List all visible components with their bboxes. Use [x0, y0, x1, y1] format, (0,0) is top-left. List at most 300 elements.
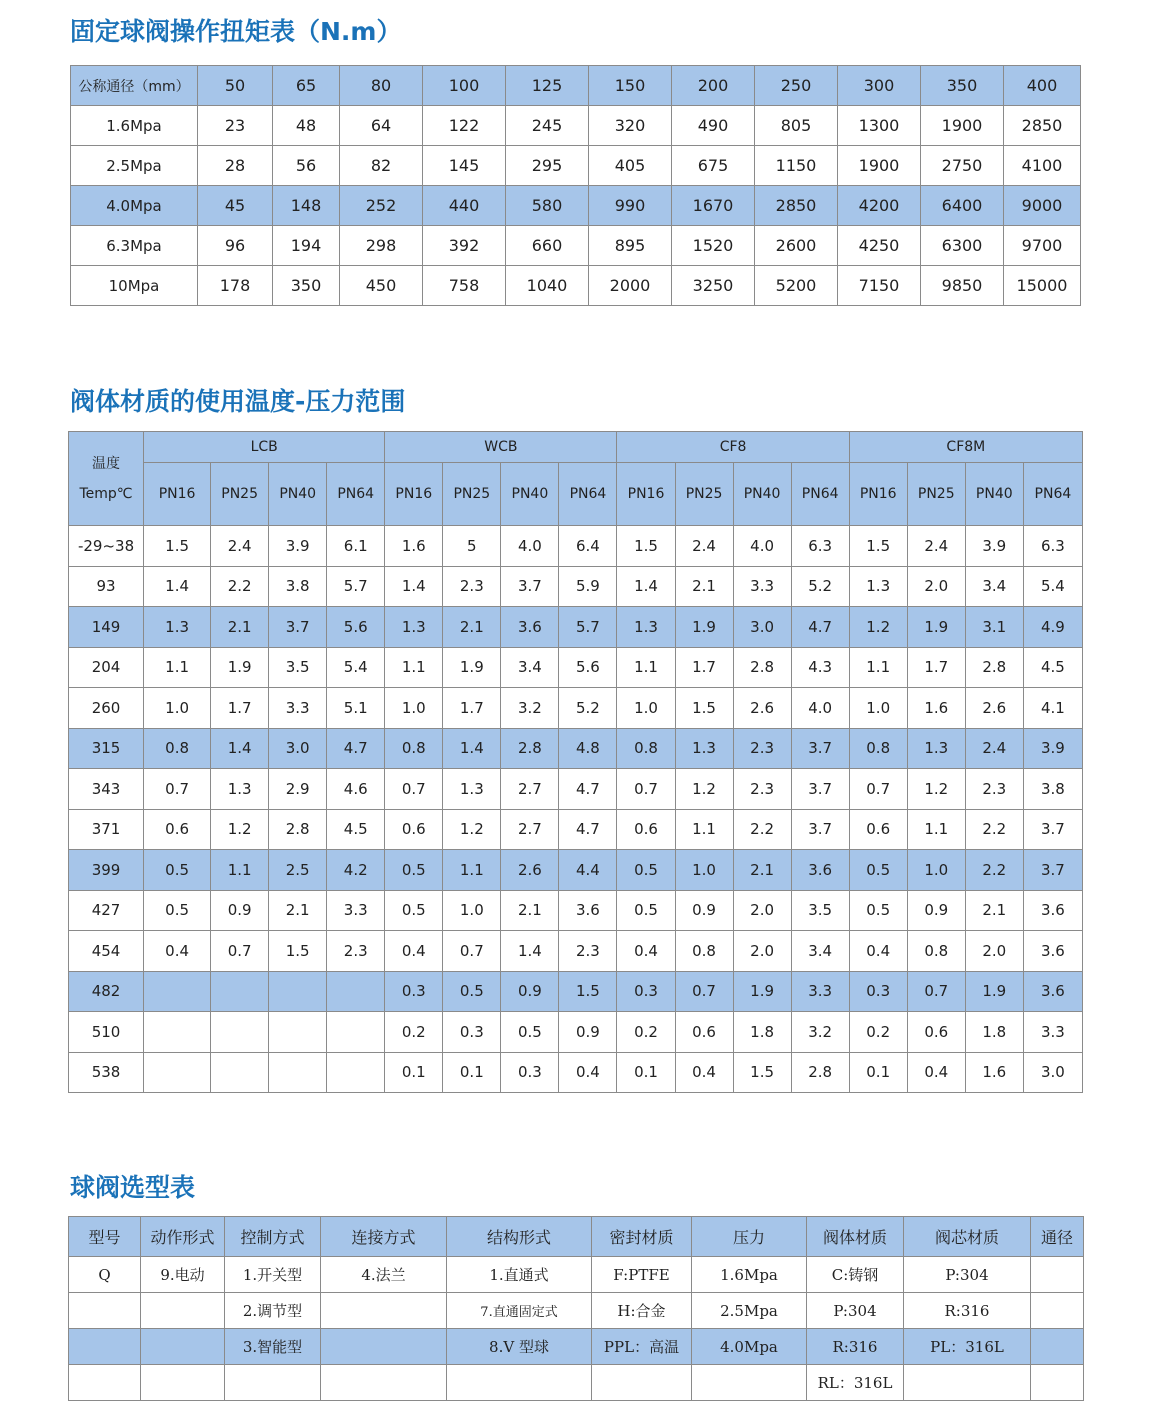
- torque-row: [71, 146, 1081, 186]
- pt-value-cell: 2.8: [965, 647, 1023, 688]
- torque-size-header: 250: [755, 66, 838, 106]
- pt-value-cell: 2.6: [501, 850, 559, 891]
- torque-value-cell: 805: [755, 106, 838, 146]
- pt-value-cell: 0.1: [385, 1052, 443, 1093]
- torque-value-cell: 440: [423, 186, 506, 226]
- pt-pn-header: PN64: [1023, 463, 1082, 526]
- pt-temperature-label: 482: [69, 971, 144, 1012]
- pressure-temperature-table: [68, 431, 1083, 1093]
- pt-value-cell: [327, 1052, 385, 1093]
- torque-value-cell: 1300: [838, 106, 921, 146]
- torque-size-header: 100: [423, 66, 506, 106]
- pt-value-cell: 0.8: [385, 728, 443, 769]
- selection-cell: [1031, 1365, 1084, 1401]
- selection-cell: 9.电动: [141, 1257, 225, 1293]
- pt-value-cell: 1.3: [617, 607, 675, 648]
- pt-value-cell: [144, 1052, 211, 1093]
- pt-value-cell: 0.3: [501, 1052, 559, 1093]
- torque-size-header: 400: [1004, 66, 1081, 106]
- pt-value-cell: 1.4: [385, 566, 443, 607]
- pt-pn-header: PN64: [559, 463, 617, 526]
- pt-row: [69, 931, 1083, 972]
- selection-cell: H:合金: [592, 1293, 692, 1329]
- torque-value-cell: 3250: [672, 266, 755, 306]
- torque-value-cell: 28: [198, 146, 273, 186]
- selection-cell: 4.0Mpa: [692, 1329, 807, 1365]
- selection-header: 压力: [692, 1217, 807, 1257]
- pt-value-cell: 0.5: [849, 850, 907, 891]
- pt-value-cell: 4.9: [1023, 607, 1082, 648]
- torque-value-cell: 580: [506, 186, 589, 226]
- torque-value-cell: 2000: [589, 266, 672, 306]
- pt-temperature-label: -29~38: [69, 526, 144, 567]
- selection-cell: F:PTFE: [592, 1257, 692, 1293]
- pt-value-cell: 2.3: [327, 931, 385, 972]
- pt-value-cell: 2.1: [675, 566, 733, 607]
- pt-value-cell: 4.0: [501, 526, 559, 567]
- pt-value-cell: 0.5: [144, 890, 211, 931]
- torque-size-header: 200: [672, 66, 755, 106]
- pt-pn-header: PN40: [501, 463, 559, 526]
- pt-value-cell: 2.1: [211, 607, 269, 648]
- pt-value-cell: 1.4: [211, 728, 269, 769]
- torque-value-cell: 490: [672, 106, 755, 146]
- torque-value-cell: 392: [423, 226, 506, 266]
- pt-row: [69, 850, 1083, 891]
- pt-value-cell: 1.8: [733, 1012, 791, 1053]
- pt-row: [69, 890, 1083, 931]
- selection-header: 通径: [1031, 1217, 1084, 1257]
- pt-value-cell: 1.7: [443, 688, 501, 729]
- torque-corner-label: 公称通径（mm）: [71, 66, 198, 106]
- pt-row: [69, 607, 1083, 648]
- pt-value-cell: 0.2: [617, 1012, 675, 1053]
- pt-value-cell: 1.3: [443, 769, 501, 810]
- pt-value-cell: 0.7: [907, 971, 965, 1012]
- selection-cell: 2.5Mpa: [692, 1293, 807, 1329]
- pt-value-cell: 3.3: [269, 688, 327, 729]
- pt-row: [69, 809, 1083, 850]
- torque-value-cell: 148: [273, 186, 340, 226]
- pt-value-cell: 3.5: [269, 647, 327, 688]
- pt-value-cell: 0.5: [385, 890, 443, 931]
- torque-value-cell: 6300: [921, 226, 1004, 266]
- pt-value-cell: 0.4: [617, 931, 675, 972]
- pt-value-cell: 5.7: [327, 566, 385, 607]
- pt-value-cell: 4.7: [327, 728, 385, 769]
- pt-value-cell: 2.0: [907, 566, 965, 607]
- torque-size-header: 350: [921, 66, 1004, 106]
- pt-pn-header: PN16: [617, 463, 675, 526]
- pt-value-cell: 1.0: [443, 890, 501, 931]
- torque-value-cell: 320: [589, 106, 672, 146]
- pt-value-cell: 0.8: [849, 728, 907, 769]
- pt-value-cell: 1.9: [965, 971, 1023, 1012]
- pt-value-cell: 2.5: [269, 850, 327, 891]
- selection-cell: 8.V 型球: [447, 1329, 592, 1365]
- torque-size-header: 150: [589, 66, 672, 106]
- torque-row: [71, 186, 1081, 226]
- pt-value-cell: 1.3: [385, 607, 443, 648]
- pt-value-cell: 0.4: [144, 931, 211, 972]
- selection-header: 阀芯材质: [904, 1217, 1031, 1257]
- pt-value-cell: 0.9: [559, 1012, 617, 1053]
- pt-value-cell: 1.1: [849, 647, 907, 688]
- selection-cell: [447, 1365, 592, 1401]
- pt-value-cell: 1.1: [907, 809, 965, 850]
- pt-value-cell: 1.5: [733, 1052, 791, 1093]
- pt-value-cell: 2.9: [269, 769, 327, 810]
- torque-value-cell: 9000: [1004, 186, 1081, 226]
- selection-header: 动作形式: [141, 1217, 225, 1257]
- pt-row: [69, 1012, 1083, 1053]
- pt-value-cell: 0.4: [675, 1052, 733, 1093]
- pt-temperature-label: 427: [69, 890, 144, 931]
- torque-value-cell: 2850: [755, 186, 838, 226]
- pt-value-cell: 1.2: [443, 809, 501, 850]
- pt-value-cell: 2.6: [965, 688, 1023, 729]
- pt-value-cell: 0.8: [617, 728, 675, 769]
- pt-value-cell: 5.6: [327, 607, 385, 648]
- torque-value-cell: 45: [198, 186, 273, 226]
- selection-cell: 3.智能型: [225, 1329, 321, 1365]
- pt-value-cell: 1.2: [675, 769, 733, 810]
- pt-value-cell: 2.2: [965, 809, 1023, 850]
- pt-value-cell: 0.5: [385, 850, 443, 891]
- pt-row: [69, 526, 1083, 567]
- torque-table: [70, 65, 1081, 306]
- pt-value-cell: 1.3: [144, 607, 211, 648]
- pt-material-header: CF8: [617, 432, 849, 463]
- pt-value-cell: 3.9: [965, 526, 1023, 567]
- selection-cell: [225, 1365, 321, 1401]
- torque-value-cell: 23: [198, 106, 273, 146]
- torque-size-header: 125: [506, 66, 589, 106]
- pt-value-cell: 3.4: [965, 566, 1023, 607]
- torque-value-cell: 178: [198, 266, 273, 306]
- pt-temperature-label: 204: [69, 647, 144, 688]
- pt-value-cell: [269, 1012, 327, 1053]
- pt-value-cell: 1.1: [385, 647, 443, 688]
- pt-value-cell: 0.5: [443, 971, 501, 1012]
- pt-value-cell: 0.7: [849, 769, 907, 810]
- pt-value-cell: 0.6: [675, 1012, 733, 1053]
- pt-value-cell: 0.7: [144, 769, 211, 810]
- pt-value-cell: 3.1: [965, 607, 1023, 648]
- pt-value-cell: 3.4: [791, 931, 849, 972]
- pt-value-cell: 1.9: [211, 647, 269, 688]
- selection-cell: P:304: [807, 1293, 904, 1329]
- torque-value-cell: 4250: [838, 226, 921, 266]
- torque-value-cell: 15000: [1004, 266, 1081, 306]
- selection-cell: 4.法兰: [321, 1257, 447, 1293]
- pt-value-cell: 3.3: [733, 566, 791, 607]
- pt-value-cell: 1.3: [675, 728, 733, 769]
- pt-value-cell: 2.0: [733, 931, 791, 972]
- pt-value-cell: 3.5: [791, 890, 849, 931]
- pt-value-cell: 3.3: [327, 890, 385, 931]
- torque-value-cell: 450: [340, 266, 423, 306]
- pt-value-cell: 3.6: [559, 890, 617, 931]
- pt-value-cell: 0.4: [907, 1052, 965, 1093]
- pt-value-cell: 0.1: [617, 1052, 675, 1093]
- torque-value-cell: 48: [273, 106, 340, 146]
- pt-value-cell: 2.4: [965, 728, 1023, 769]
- pt-pn-header: PN40: [965, 463, 1023, 526]
- selection-cell: [1031, 1329, 1084, 1365]
- torque-value-cell: 1040: [506, 266, 589, 306]
- torque-value-cell: 56: [273, 146, 340, 186]
- torque-pressure-label: 4.0Mpa: [71, 186, 198, 226]
- pt-temperature-label: 454: [69, 931, 144, 972]
- pt-value-cell: 0.7: [211, 931, 269, 972]
- pt-value-cell: 1.0: [617, 688, 675, 729]
- torque-value-cell: 145: [423, 146, 506, 186]
- pt-value-cell: 1.5: [849, 526, 907, 567]
- pt-temperature-label: 343: [69, 769, 144, 810]
- torque-value-cell: 194: [273, 226, 340, 266]
- pt-value-cell: 1.9: [675, 607, 733, 648]
- torque-value-cell: 1900: [921, 106, 1004, 146]
- pt-value-cell: 0.1: [849, 1052, 907, 1093]
- pt-temperature-label: 399: [69, 850, 144, 891]
- torque-value-cell: 7150: [838, 266, 921, 306]
- torque-size-header: 80: [340, 66, 423, 106]
- pt-value-cell: 5.9: [559, 566, 617, 607]
- torque-value-cell: 252: [340, 186, 423, 226]
- pt-value-cell: 0.9: [501, 971, 559, 1012]
- pt-value-cell: 6.4: [559, 526, 617, 567]
- selection-header: 连接方式: [321, 1217, 447, 1257]
- pt-value-cell: 1.8: [965, 1012, 1023, 1053]
- pt-pn-header: PN25: [907, 463, 965, 526]
- selection-cell: [141, 1329, 225, 1365]
- pt-value-cell: 1.2: [907, 769, 965, 810]
- selection-header: 型号: [69, 1217, 141, 1257]
- pt-value-cell: 3.8: [1023, 769, 1082, 810]
- pt-value-cell: 3.7: [269, 607, 327, 648]
- pt-value-cell: 0.3: [385, 971, 443, 1012]
- pt-value-cell: 4.4: [559, 850, 617, 891]
- pt-value-cell: 3.6: [1023, 890, 1082, 931]
- pt-value-cell: 0.8: [675, 931, 733, 972]
- pt-value-cell: 0.8: [907, 931, 965, 972]
- torque-value-cell: 2600: [755, 226, 838, 266]
- pt-material-header: CF8M: [849, 432, 1082, 463]
- torque-value-cell: 2850: [1004, 106, 1081, 146]
- pt-value-cell: 2.8: [791, 1052, 849, 1093]
- pt-table-title: 阀体材质的使用温度-压力范围: [70, 387, 406, 416]
- pt-value-cell: 6.1: [327, 526, 385, 567]
- torque-value-cell: 2750: [921, 146, 1004, 186]
- pt-value-cell: 2.1: [965, 890, 1023, 931]
- pt-value-cell: 3.4: [501, 647, 559, 688]
- torque-header-row: [71, 66, 1081, 106]
- selection-cell: 7.直通固定式: [447, 1293, 592, 1329]
- pt-temperature-label: 538: [69, 1052, 144, 1093]
- pt-value-cell: 0.3: [443, 1012, 501, 1053]
- pt-value-cell: 0.8: [144, 728, 211, 769]
- pt-value-cell: 1.3: [849, 566, 907, 607]
- torque-value-cell: 1670: [672, 186, 755, 226]
- pt-value-cell: 1.0: [907, 850, 965, 891]
- pt-value-cell: 1.3: [907, 728, 965, 769]
- selection-cell: 1.6Mpa: [692, 1257, 807, 1293]
- pt-value-cell: 2.1: [443, 607, 501, 648]
- selection-cell: R:316: [807, 1329, 904, 1365]
- pt-value-cell: 0.9: [675, 890, 733, 931]
- pt-value-cell: [211, 1012, 269, 1053]
- pt-value-cell: [144, 971, 211, 1012]
- torque-size-header: 300: [838, 66, 921, 106]
- torque-value-cell: 64: [340, 106, 423, 146]
- torque-value-cell: 5200: [755, 266, 838, 306]
- pt-value-cell: 0.6: [144, 809, 211, 850]
- pt-value-cell: 1.6: [965, 1052, 1023, 1093]
- pt-value-cell: 0.2: [849, 1012, 907, 1053]
- torque-value-cell: 122: [423, 106, 506, 146]
- pt-material-header: WCB: [385, 432, 617, 463]
- pt-value-cell: 1.9: [907, 607, 965, 648]
- selection-cell: [321, 1293, 447, 1329]
- pt-row: [69, 769, 1083, 810]
- pt-material-header-row: [69, 432, 1083, 463]
- pt-value-cell: 0.4: [849, 931, 907, 972]
- pt-value-cell: 0.2: [385, 1012, 443, 1053]
- pt-pn-header: PN25: [443, 463, 501, 526]
- pt-value-cell: 1.4: [443, 728, 501, 769]
- pt-value-cell: 1.0: [144, 688, 211, 729]
- pt-value-cell: 3.0: [733, 607, 791, 648]
- pt-value-cell: [144, 1012, 211, 1053]
- pt-temperature-label: 371: [69, 809, 144, 850]
- torque-row: [71, 226, 1081, 266]
- pt-value-cell: 4.0: [791, 688, 849, 729]
- pt-value-cell: 1.1: [443, 850, 501, 891]
- pt-value-cell: 4.8: [559, 728, 617, 769]
- torque-row: [71, 266, 1081, 306]
- pt-value-cell: 3.0: [1023, 1052, 1082, 1093]
- pt-value-cell: 2.4: [675, 526, 733, 567]
- pt-value-cell: 3.6: [791, 850, 849, 891]
- pt-value-cell: 4.0: [733, 526, 791, 567]
- pt-value-cell: 1.5: [144, 526, 211, 567]
- torque-row: [71, 106, 1081, 146]
- pt-pn-header: PN64: [791, 463, 849, 526]
- pt-temperature-label: 93: [69, 566, 144, 607]
- pt-value-cell: 0.6: [385, 809, 443, 850]
- pt-value-cell: 3.2: [501, 688, 559, 729]
- pt-value-cell: 0.4: [559, 1052, 617, 1093]
- pt-value-cell: 1.4: [617, 566, 675, 607]
- pt-value-cell: 2.3: [965, 769, 1023, 810]
- pt-value-cell: 0.5: [144, 850, 211, 891]
- torque-value-cell: 96: [198, 226, 273, 266]
- torque-value-cell: 4200: [838, 186, 921, 226]
- torque-value-cell: 1520: [672, 226, 755, 266]
- pt-value-cell: [269, 1052, 327, 1093]
- torque-value-cell: 350: [273, 266, 340, 306]
- pt-value-cell: 3.8: [269, 566, 327, 607]
- pt-value-cell: 0.5: [849, 890, 907, 931]
- pt-corner-label: [69, 432, 144, 526]
- pt-row: [69, 688, 1083, 729]
- pt-value-cell: 1.0: [675, 850, 733, 891]
- pt-value-cell: 1.1: [144, 647, 211, 688]
- pt-value-cell: 3.7: [791, 769, 849, 810]
- pt-value-cell: 4.2: [327, 850, 385, 891]
- selection-cell: [69, 1293, 141, 1329]
- pt-value-cell: 4.7: [559, 809, 617, 850]
- torque-value-cell: 1150: [755, 146, 838, 186]
- pt-value-cell: 2.1: [501, 890, 559, 931]
- pt-pn-header: PN25: [211, 463, 269, 526]
- pt-value-cell: 5.4: [327, 647, 385, 688]
- torque-value-cell: 758: [423, 266, 506, 306]
- pt-value-cell: 5.1: [327, 688, 385, 729]
- selection-cell: PPL：高温: [592, 1329, 692, 1365]
- pt-value-cell: 1.5: [675, 688, 733, 729]
- selection-cell: R:316: [904, 1293, 1031, 1329]
- pt-pn-header: PN16: [385, 463, 443, 526]
- pt-value-cell: 1.2: [849, 607, 907, 648]
- torque-value-cell: 990: [589, 186, 672, 226]
- selection-cell: [692, 1365, 807, 1401]
- pt-value-cell: 1.0: [385, 688, 443, 729]
- pt-pn-header: PN16: [144, 463, 211, 526]
- pt-value-cell: 3.3: [791, 971, 849, 1012]
- pt-value-cell: 2.0: [733, 890, 791, 931]
- pt-value-cell: 1.0: [849, 688, 907, 729]
- selection-header: 密封材质: [592, 1217, 692, 1257]
- torque-value-cell: 82: [340, 146, 423, 186]
- pt-pn-header: PN40: [269, 463, 327, 526]
- selection-cell: 2.调节型: [225, 1293, 321, 1329]
- pt-value-cell: 6.3: [791, 526, 849, 567]
- pt-value-cell: 3.7: [791, 809, 849, 850]
- torque-value-cell: 6400: [921, 186, 1004, 226]
- pt-value-cell: 2.3: [443, 566, 501, 607]
- pt-corner-line1: 温度: [92, 455, 121, 472]
- pt-value-cell: 2.3: [733, 769, 791, 810]
- pt-value-cell: 3.3: [1023, 1012, 1082, 1053]
- selection-cell: [69, 1329, 141, 1365]
- pt-temperature-label: 260: [69, 688, 144, 729]
- pt-value-cell: 0.7: [443, 931, 501, 972]
- pt-material-header: LCB: [144, 432, 385, 463]
- torque-pressure-label: 6.3Mpa: [71, 226, 198, 266]
- pt-value-cell: 2.8: [733, 647, 791, 688]
- torque-size-header: 50: [198, 66, 273, 106]
- selection-row: [69, 1257, 1084, 1293]
- pt-value-cell: 0.6: [617, 809, 675, 850]
- pt-value-cell: 2.7: [501, 809, 559, 850]
- selection-table-title: 球阀选型表: [70, 1173, 196, 1202]
- pt-value-cell: 1.5: [269, 931, 327, 972]
- torque-size-header: 65: [273, 66, 340, 106]
- pt-value-cell: 2.3: [559, 931, 617, 972]
- pt-value-cell: 1.4: [144, 566, 211, 607]
- torque-table-title: 固定球阀操作扭矩表（N.m）: [70, 17, 402, 46]
- torque-value-cell: 895: [589, 226, 672, 266]
- selection-cell: [141, 1293, 225, 1329]
- selection-cell: C:铸钢: [807, 1257, 904, 1293]
- selection-row: [69, 1365, 1084, 1401]
- pt-value-cell: 1.7: [907, 647, 965, 688]
- pt-value-cell: 0.9: [211, 890, 269, 931]
- selection-cell: 1.直通式: [447, 1257, 592, 1293]
- torque-value-cell: 295: [506, 146, 589, 186]
